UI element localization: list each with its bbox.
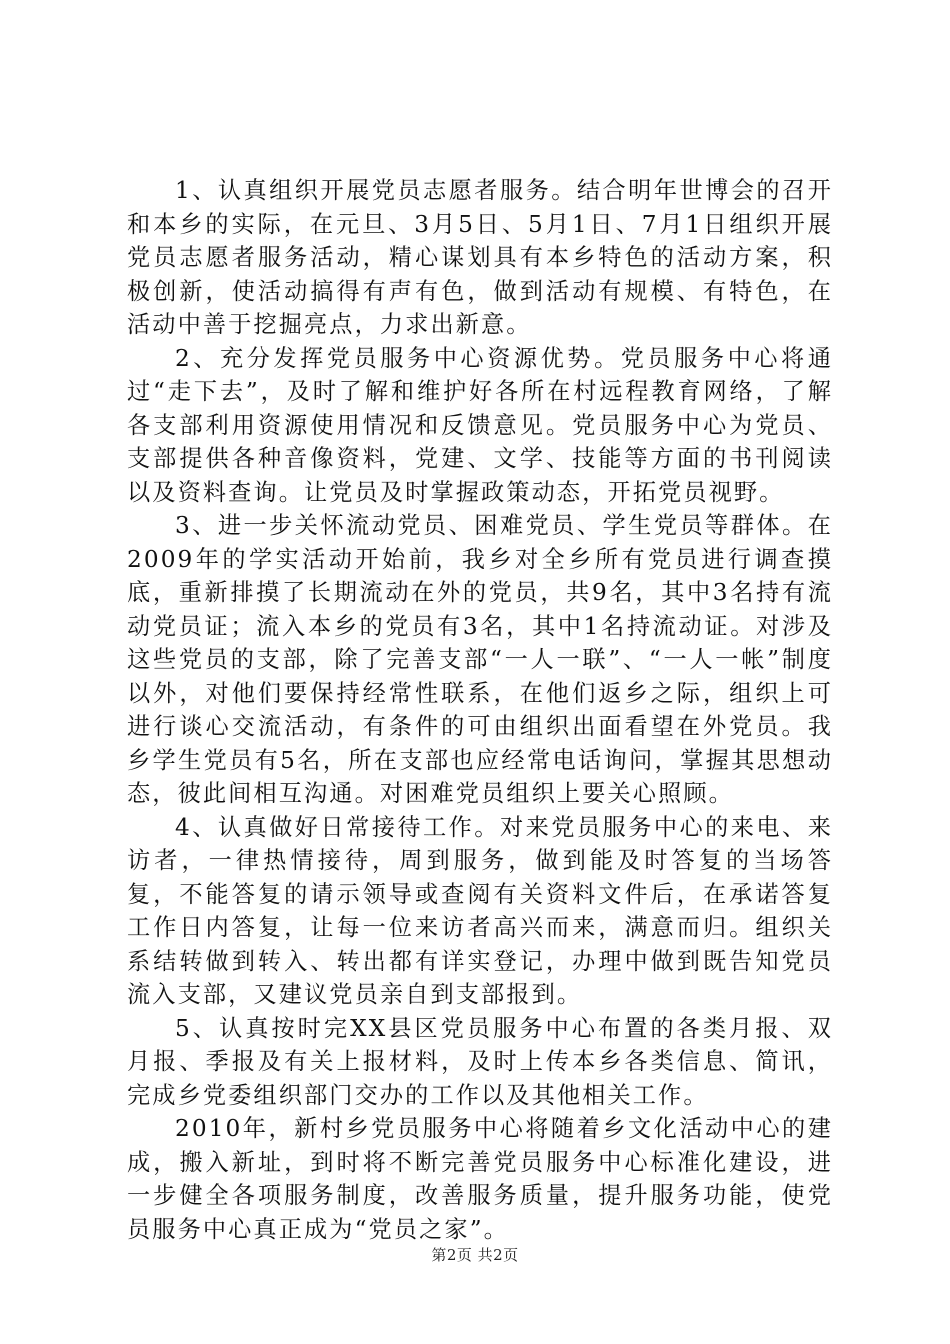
document-body — [127, 174, 833, 1246]
paragraph-reports: 5、认真按时完XX县区党员服务中心布置的各类月报、双月报、季报及有关上报材料，及时上传本乡各类信息、简讯，完成乡党委组织部门交办的工作以及其他相关工作。 — [127, 1014, 833, 1109]
paragraph-2010-plan: 2010年，新村乡党员服务中心将随着乡文化活动中心的建成，搬入新址，到时将不断完善党员服务中心标准化建设，进一步健全各项服务制度，改善服务质量，提升服务功能，使党员服务中心真正成为“党员之家”。 — [127, 1115, 833, 1243]
page-footer: 第2页 共2页 — [431, 1246, 519, 1264]
paragraph-resource-advantage: 2、充分发挥党员服务中心资源优势。党员服务中心将通过“走下去”，及时了解和维护好各所在村远程教育网络，了解各支部利用资源使用情况和反馈意见。党员服务中心为党员、支部提供各种音像资料，党建、文学、技能等方面的书刊阅读以及资料查询。让党员及时掌握政策动态，开拓党员视野。 — [127, 344, 833, 506]
paragraph-volunteer-service: 1、认真组织开展党员志愿者服务。结合明年世博会的召开和本乡的实际，在元旦、3月5日、5月1日、7月1日组织开展党员志愿者服务活动，精心谋划具有本乡特色的活动方案，积极创新，使活动搞得有声有色，做到活动有规模、有特色，在活动中善于挖掘亮点，力求出新意。 — [127, 177, 833, 338]
paragraph-care-members: 3、进一步关怀流动党员、困难党员、学生党员等群体。在2009年的学实活动开始前，我乡对全乡所有党员进行调查摸底，重新排摸了长期流动在外的党员，共9名，其中3名持有流动党员证；流入本乡的党员有3名，其中1名持流动证。对涉及这些党员的支部，除了完善支部“一人一联”、“一人一帐”制度以外，对他们要保持经常性联系，在他们返乡之际，组织上可进行谈心交流活动，有条件的可由组织出面看望在外党员。我乡学生党员有5名，所在支部也应经常电话询问，掌握其思想动态，彼此间相互沟通。对困难党员组织上要关心照顾。 — [127, 512, 833, 807]
paragraph-daily-reception: 4、认真做好日常接待工作。对来党员服务中心的来电、来访者，一律热情接待，周到服务，做到能及时答复的当场答复，不能答复的请示领导或查阅有关资料文件后，在承诺答复工作日内答复，让每一位来访者高兴而来，满意而归。组织关系结转做到转入、转出都有详实登记，办理中做到既告知党员流入支部，又建议党员亲自到支部报到。 — [127, 813, 833, 1008]
